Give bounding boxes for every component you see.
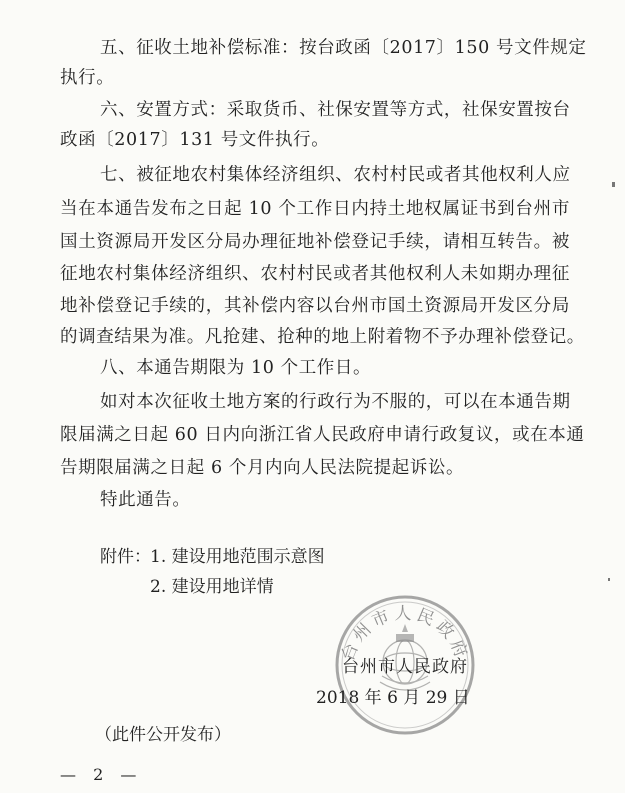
body-line-4: 政函〔2017〕131 号文件执行。 bbox=[60, 130, 330, 150]
signature-date: 2018 年 6 月 29 日 bbox=[316, 688, 470, 708]
body-line-10: 的调查结果为准。凡抢建、抢种的地上附着物不予办理补偿登记。 bbox=[60, 327, 585, 347]
attachment-label: 附件： bbox=[100, 547, 151, 567]
body-line-6: 当在本通告发布之日起 10 个工作日内持土地权属证书到台州市 bbox=[60, 199, 570, 219]
body-line-9: 地补偿登记手续的，其补偿内容以台州市国土资源局开发区分局 bbox=[60, 296, 570, 316]
body-line-8: 征地农村集体经济组织、农村村民或者其他权利人未如期办理征 bbox=[60, 264, 570, 284]
seal-text: 台州市人民政府 bbox=[337, 604, 473, 664]
body-line-14: 告期限届满之日起 6 个月内向人民法院提起诉讼。 bbox=[60, 458, 465, 478]
scan-speck bbox=[608, 578, 610, 581]
attachment-item-1: 1. 建设用地范围示意图 bbox=[150, 547, 325, 567]
attachment-item-2: 2. 建设用地详情 bbox=[150, 577, 274, 597]
body-line-12: 如对本次征收土地方案的行政行为不服的，可以在本通告期 bbox=[100, 392, 571, 412]
scan-speck bbox=[612, 182, 615, 187]
body-line-11: 八、本通告期限为 10 个工作日。 bbox=[100, 358, 372, 378]
body-line-7: 国土资源局开发区分局办理征地补偿登记手续，请相互转告。被 bbox=[60, 232, 570, 252]
body-line-3: 六、安置方式：采取货币、社保安置等方式，社保安置按台 bbox=[100, 100, 571, 120]
body-line-2: 执行。 bbox=[60, 68, 115, 88]
body-line-15: 特此通告。 bbox=[100, 490, 191, 510]
body-line-5: 七、被征地农村集体经济组织、农村村民或者其他权利人应 bbox=[100, 165, 571, 185]
public-release-note: （此件公开发布） bbox=[95, 725, 231, 745]
page-number: — 2 — bbox=[60, 765, 143, 784]
body-line-13: 限届满之日起 60 日内向浙江省人民政府申请行政复议，或在本通 bbox=[60, 425, 585, 445]
body-line-1: 五、征收土地补偿标准：按台政函〔2017〕150 号文件规定 bbox=[100, 38, 587, 58]
signature-org: 台州市人民政府 bbox=[342, 657, 468, 677]
